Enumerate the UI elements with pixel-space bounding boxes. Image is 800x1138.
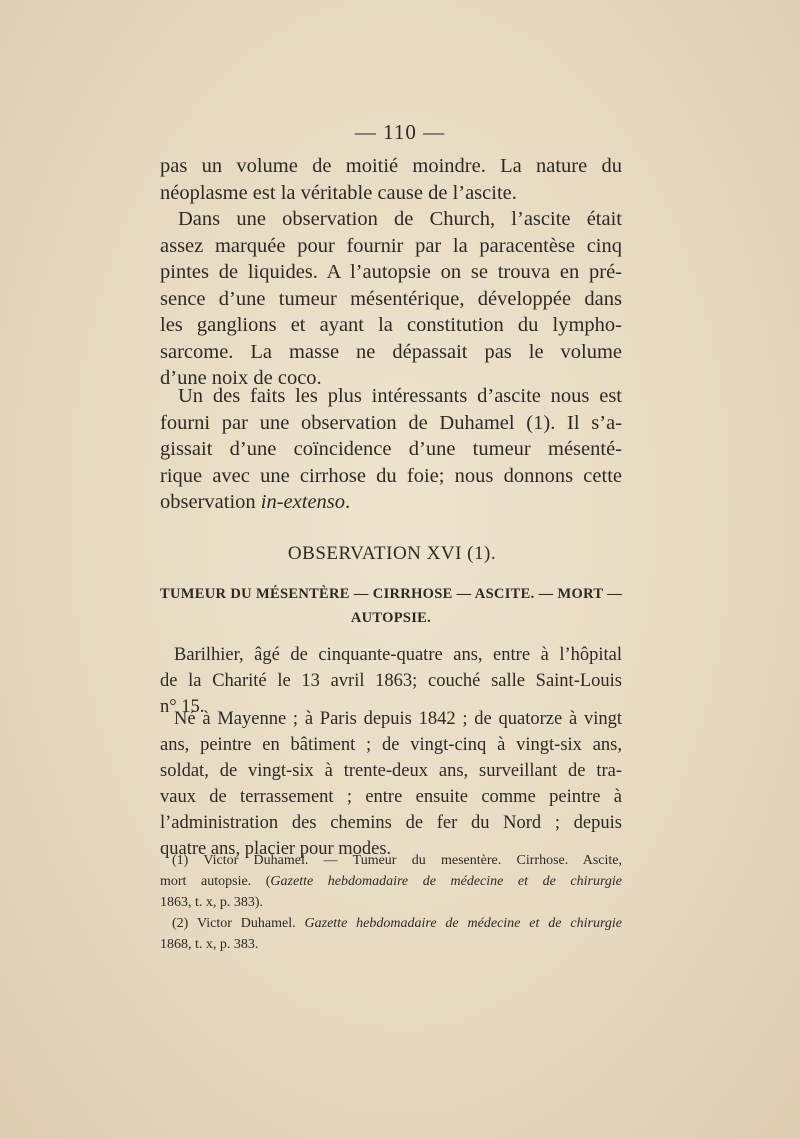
text-line: de la Charité le 13 avril 1863; couché salle Saint-Louis [160,671,622,691]
text-line: assez marquée pour fournir par la paracentèse cinq [160,234,622,257]
footnote-line: 1863, t. x, p. 383). [160,895,264,910]
text-line: Un des faits les plus intéressants d’ascite nous est [178,385,622,407]
text-line: Barilhier, âgé de cinquante-quatre ans, entre à l’hôpital [174,645,622,665]
text-fragment: (2) Victor Duhamel. [172,916,305,931]
text-line: pintes de liquides. A l’autopsie on se trouva en pré- [160,261,622,283]
page-number: — 110 — [354,120,446,144]
footnote-line [160,871,622,892]
text-fragment: mort autopsie. ( [160,874,271,889]
text-line: n° 15. [160,697,205,717]
observation-paragraph-2 [160,706,622,862]
footnote-line [160,913,622,934]
text-line: néoplasme est la véritable cause de l’ascite. [160,181,517,204]
footnote-2 [160,913,622,955]
footnote-line: (1) Victor Duhamel. — Tumeur du mesentère. Cirrhose. Ascite, [172,853,622,868]
text-line: quatre ans, placier pour modes. [160,839,392,859]
observation-title: OBSERVATION XVI (1). [287,543,497,564]
text-line: vaux de terrassement ; entre ensuite comme peintre à [160,787,622,807]
text-fragment: . [345,491,351,513]
paragraph-2 [160,206,622,392]
paragraph-1 [160,153,622,206]
text-line: d’une noix de coco. [160,367,322,389]
text-line: rique avec une cirrhose du foie; nous donnons cette [160,464,622,487]
text-line: sence d’une tumeur mésentérique, développée dans [160,287,622,310]
text-line: soldat, de vingt-six à trente-deux ans, surveillant de tra- [160,761,622,781]
footnote-line: 1868, t. x, p. 383. [160,937,259,952]
text-line [160,489,622,516]
italic-journal: Gazette hebdomadaire de médecine et de chirurgie [270,874,622,889]
text-line: les ganglions et ayant la constitution du lympho- [160,314,622,336]
paragraph-3 [160,383,622,516]
text-line: Dans une observation de Church, l’ascite était [178,208,622,230]
italic-journal: Gazette hebdomadaire de médecine et de chirurgie [304,916,622,931]
subtitle-line: TUMEUR DU MÉSENTÈRE — CIRRHOSE — ASCITE. — MORT — [160,586,622,602]
text-line: Né à Mayenne ; à Paris depuis 1842 ; de quatorze à vingt [174,709,622,729]
text-line: sarcome. La masse ne dépassait pas le volume [160,340,622,363]
text-line: ans, peintre en bâtiment ; de vingt-cinq à vingt-six ans, [160,735,622,755]
text-line: gissait d’une coïncidence d’une tumeur mésenté- [160,438,622,460]
text-line: pas un volume de moitié moindre. La nature du [160,155,622,177]
text-fragment: observation [160,491,261,513]
subtitle-line: AUTOPSIE. [350,610,432,626]
text-line: l’administration des chemins de fer du Nord ; depuis [160,813,622,833]
observation-subtitle [160,582,622,630]
footnote-1 [160,850,622,913]
text-line: fourni par une observation de Duhamel (1). Il s’a- [160,411,622,434]
italic-term: in-extenso [260,491,346,513]
